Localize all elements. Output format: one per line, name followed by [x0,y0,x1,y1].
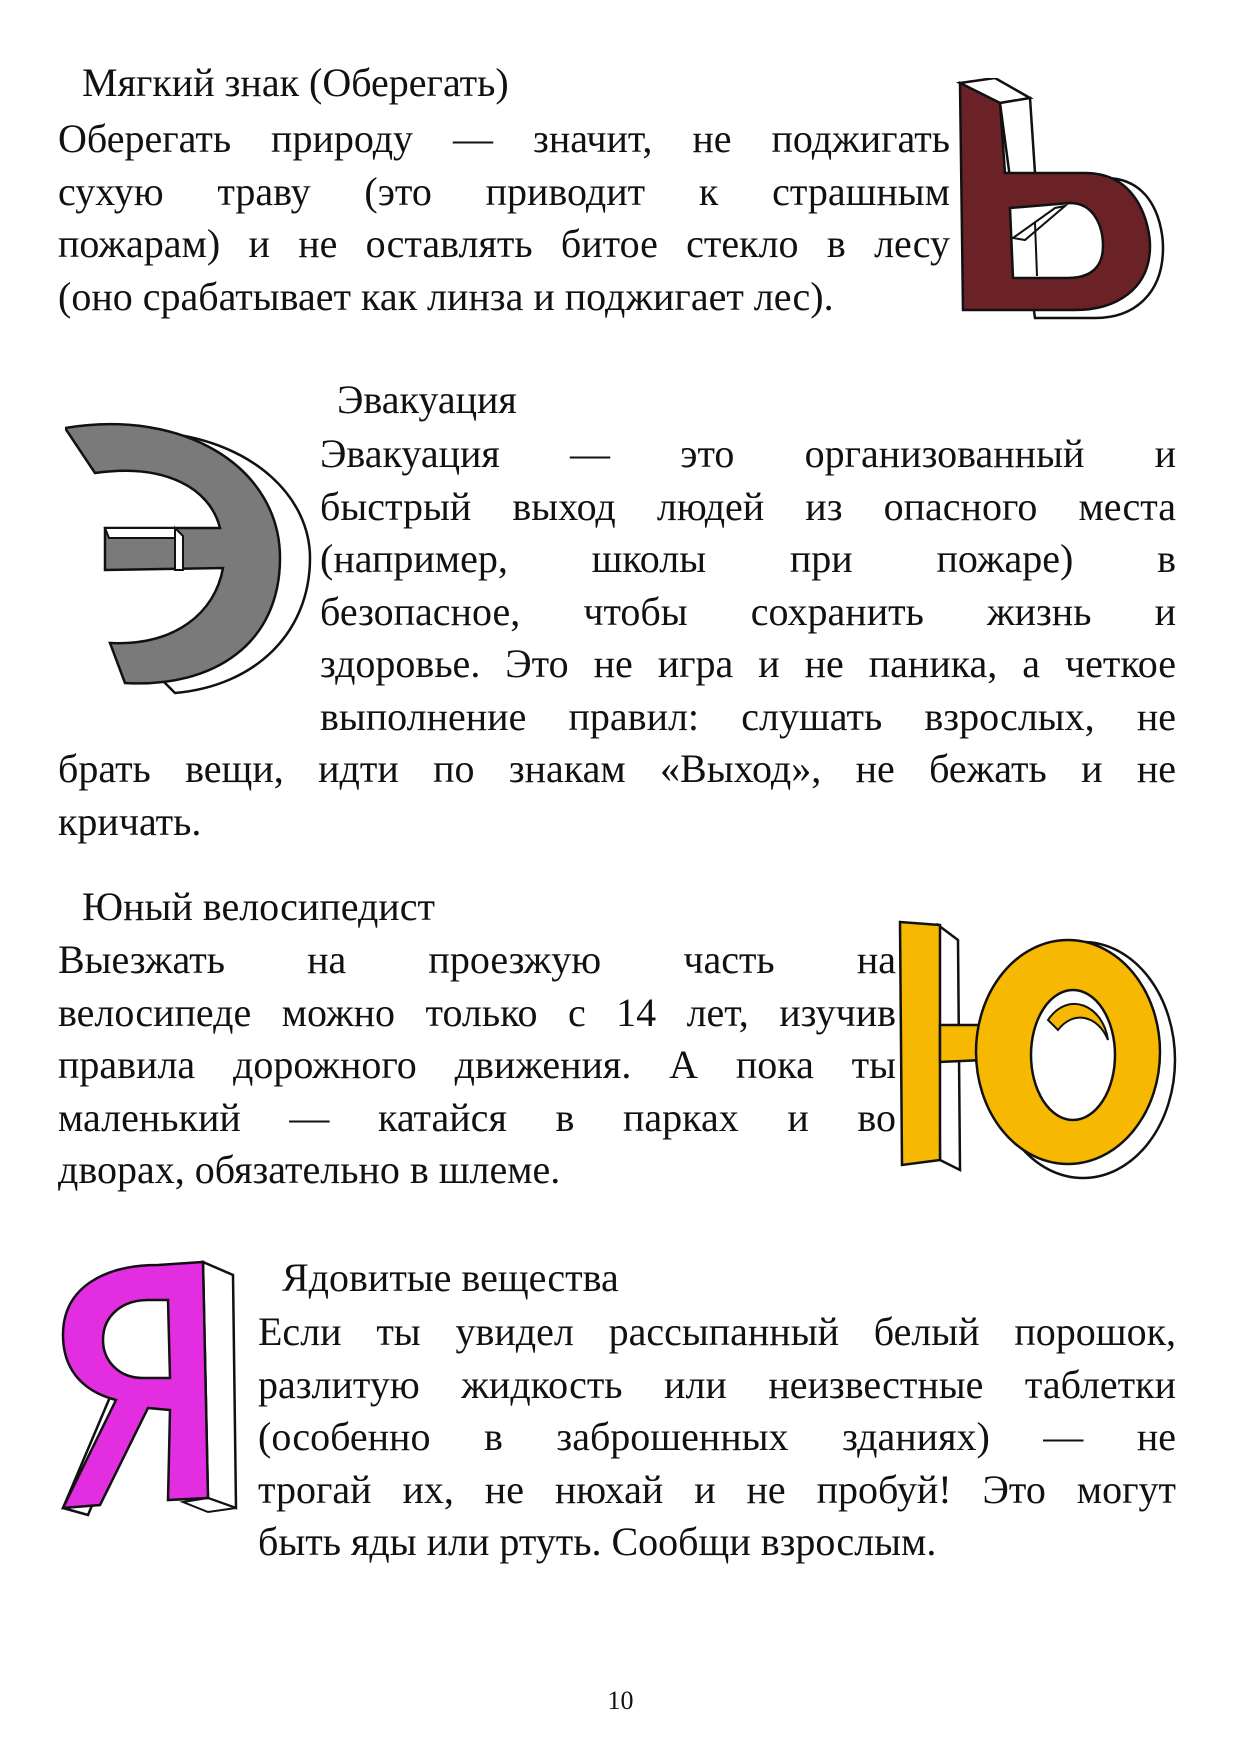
section-text-young-cyclist [58,934,896,1197]
text-line: кричать. [58,798,202,844]
text-line: выполнение правил: слушать взрослых, не [320,693,1176,739]
text-line: Оберегать природу — значит, не поджигать [58,116,950,161]
section-title-evacuation: Эвакуация [337,377,517,422]
text-line: разлитую жидкость или неизвестные таблетки [258,1361,1176,1407]
e-letter-illustration [65,418,315,698]
text-line: Выезжать на проезжую часть на [58,937,896,982]
page-number: 10 [607,1686,634,1715]
text-line: безопасное, чтобы сохранить жизнь и [320,588,1176,634]
section-title-poisonous-substances: Ядовитые вещества [282,1255,619,1300]
soft-sign-letter-illustration [955,78,1170,328]
text-line: Если ты увидел рассыпанный белый порошок, [258,1309,1176,1354]
text-line: (особенно в заброшенных зданиях) — не [258,1414,1176,1459]
text-line: правила дорожного движения. А пока ты [58,1042,896,1087]
ya-glyph [63,1262,208,1508]
text-line: быстрый выход людей из опасного места [320,483,1176,529]
text-line: трогай их, не нюхай и не пробуй! Это могут [258,1466,1176,1512]
ya-letter-illustration [58,1260,258,1520]
text-line: брать вещи, идти по знакам «Выход», не бежать и не [58,746,1176,791]
section-title-young-cyclist: Юный велосипедист [82,884,435,929]
text-line: (например, школы при пожаре) в [320,536,1176,581]
section-text-poisonous-substances [258,1306,1176,1569]
text-line: быть яды или ртуть. Сообщи взрослым. [258,1519,937,1564]
text-line: велосипеде можно только с 14 лет, изучив [58,989,896,1035]
text-line: здоровье. Это не игра и не паника, а четкое [320,641,1176,686]
text-line: дворах, обязательно в шлеме. [58,1147,561,1192]
text-line: (оно срабатывает как линза и поджигает лес). [58,273,834,319]
text-line: Эвакуация — это организованный и [320,431,1176,476]
text-line: сухую траву (это приводит к страшным [58,168,950,214]
yu-letter-illustration [898,920,1178,1190]
section-text-soft-sign [58,113,950,323]
section-title-soft-sign: Мягкий знак (Оберегать) [82,60,509,105]
text-line: маленький — катайся в парках и во [58,1094,896,1140]
text-line: пожарам) и не оставлять битое стекло в лесу [58,221,950,266]
